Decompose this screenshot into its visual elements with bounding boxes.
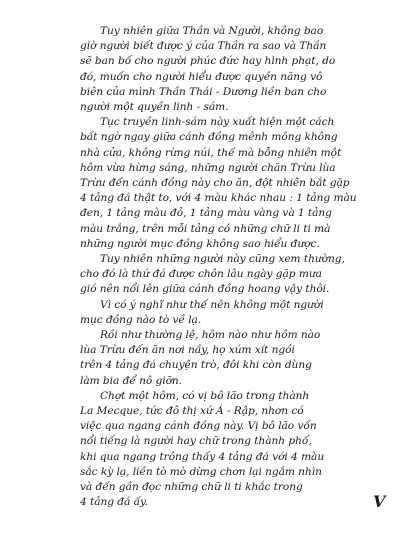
text-line: Vì có ý nghĩ như thế nên không một người bbox=[100, 298, 324, 311]
text-line: 4 tảng đá thật to, với 4 màu khác nhau : 1 tảng màu bbox=[80, 192, 357, 205]
text-line: màu trắng, trên mỗi tảng có những chữ li ti mà bbox=[80, 222, 331, 235]
text-line: mục đồng nào tò về lạ. bbox=[80, 313, 202, 326]
text-line: người một quyền linh - sám. bbox=[80, 101, 229, 114]
text-line: giờ người biết được ý của Thần ra sao và Thần bbox=[80, 40, 327, 53]
paragraph-1 bbox=[80, 24, 380, 115]
paragraph-3 bbox=[80, 252, 380, 328]
text-line: 4 tảng đá ấy. bbox=[80, 496, 148, 509]
text-line: làm bia để nô giỡn. bbox=[80, 374, 182, 387]
text-line: La Mecque, tức đô thị xứ Á - Rập, nhơn có bbox=[80, 405, 304, 418]
text-line: sẽ ban bố cho người phúc đức hay hình phạt, do bbox=[80, 55, 336, 68]
text-line: gió nên nổi lên giữa cánh đồng hoang vậy thôi. bbox=[80, 283, 330, 296]
paragraph-5 bbox=[80, 389, 380, 511]
text-line: trên 4 tảng đá chuyện trò, đôi khi còn dùng bbox=[80, 359, 312, 372]
text-line: Tuy nhiên những người này cũng xem thường, bbox=[100, 253, 345, 266]
text-line: Rồi như thường lệ, hôm nào như hôm nào bbox=[100, 329, 321, 342]
body-text bbox=[80, 24, 380, 511]
text-line: nhà cửa, không rừng núi, thế mà bỗng nhiên một bbox=[80, 146, 342, 159]
text-line: những người mục đồng không sao hiểu được. bbox=[80, 237, 320, 250]
text-line: Trừu đến cánh đồng này cho ăn, đột nhiên bắt gặp bbox=[80, 177, 350, 190]
text-line: và đến gần đọc những chữ li ti khắc trong bbox=[80, 481, 303, 494]
text-line: đó, muốn cho người hiểu được quyền năng vô bbox=[80, 70, 323, 83]
paragraph-4 bbox=[80, 328, 380, 389]
text-line: khi qua ngang trông thấy 4 tảng đá với 4 màu bbox=[80, 450, 325, 463]
text-line: hôm vừa hừng sáng, những người chăn Trừu lùa bbox=[80, 161, 336, 174]
text-line: lùa Trừu đến ăn nơi nầy, họ xúm xít ngồi bbox=[80, 344, 295, 357]
text-line: sắc kỳ lạ, liền tò mò dừng chơn lại ngắm nhìn bbox=[80, 465, 322, 478]
text-line: việc qua ngang cánh đồng này. Vị bô lão vốn bbox=[80, 420, 317, 433]
paragraph-2 bbox=[80, 115, 380, 252]
text-line: cho đó là thứ đá được chôn lâu ngày gặp mưa bbox=[80, 268, 322, 281]
text-line: Chợt một hôm, có vị bô lão trong thành bbox=[100, 389, 310, 402]
text-line: Tục truyền linh-sám này xuất hiện một cách bbox=[100, 116, 335, 129]
page-number: V bbox=[373, 492, 386, 511]
text-line: bất ngờ ngay giữa cánh đồng mênh mông không bbox=[80, 131, 338, 144]
text-line: nổi tiếng là người hay chữ trong thành phố, bbox=[80, 435, 312, 448]
text-line: biên của mình Thần Thái - Dương liền ban cho bbox=[80, 85, 327, 98]
text-line: đen, 1 tảng màu đỏ, 1 tảng màu vàng và 1 tảng bbox=[80, 207, 332, 220]
text-line: Tuy nhiên giữa Thần và Người, không bao bbox=[100, 25, 324, 37]
